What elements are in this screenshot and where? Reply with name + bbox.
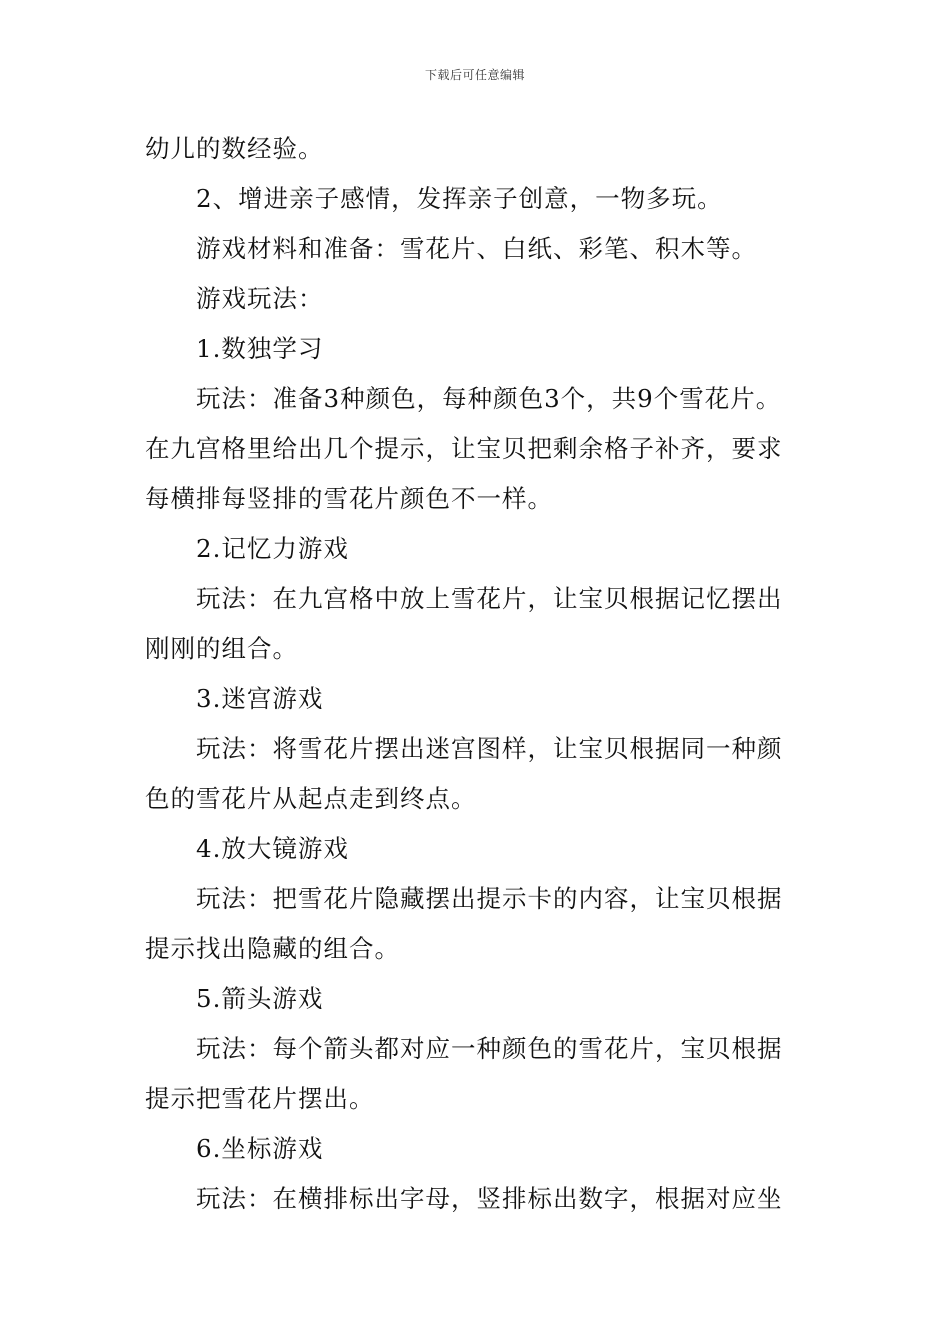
text-line: 玩法：每个箭头都对应一种颜色的雪花片，宝贝根据 xyxy=(196,1034,783,1063)
text-line: 游戏材料和准备：雪花片、白纸、彩笔、积木等。 xyxy=(196,234,757,263)
text-line: 2、增进亲子感情，发挥亲子创意，一物多玩。 xyxy=(196,184,723,213)
text-line: 每横排每竖排的雪花片颜色不一样。 xyxy=(145,484,553,513)
section-heading: 6.坐标游戏 xyxy=(196,1134,324,1163)
text-line: 玩法：在九宫格中放上雪花片，让宝贝根据记忆摆出 xyxy=(196,584,783,613)
section-heading: 1.数独学习 xyxy=(196,334,324,363)
section-heading: 5.箭头游戏 xyxy=(196,984,324,1013)
text-line: 提示把雪花片摆出。 xyxy=(145,1084,375,1113)
section-heading: 2.记忆力游戏 xyxy=(196,534,349,563)
text-line: 提示找出隐藏的组合。 xyxy=(145,934,400,963)
text-line: 玩法：准备3种颜色，每种颜色3个，共9个雪花片。 xyxy=(196,384,782,413)
text-line: 玩法：把雪花片隐藏摆出提示卡的内容，让宝贝根据 xyxy=(196,884,783,913)
text-line: 幼儿的数经验。 xyxy=(145,134,324,163)
section-heading: 4.放大镜游戏 xyxy=(196,834,349,863)
text-line: 游戏玩法： xyxy=(196,284,324,313)
text-line: 色的雪花片从起点走到终点。 xyxy=(145,784,477,813)
section-heading: 3.迷宫游戏 xyxy=(196,684,324,713)
text-line: 在九宫格里给出几个提示，让宝贝把剩余格子补齐，要求 xyxy=(145,434,783,463)
text-line: 玩法：在横排标出字母，竖排标出数字，根据对应坐 xyxy=(196,1184,783,1213)
text-line: 刚刚的组合。 xyxy=(145,634,298,663)
text-line: 玩法：将雪花片摆出迷宫图样，让宝贝根据同一种颜 xyxy=(196,734,783,763)
page-header: 下载后可任意编辑 xyxy=(424,68,525,82)
